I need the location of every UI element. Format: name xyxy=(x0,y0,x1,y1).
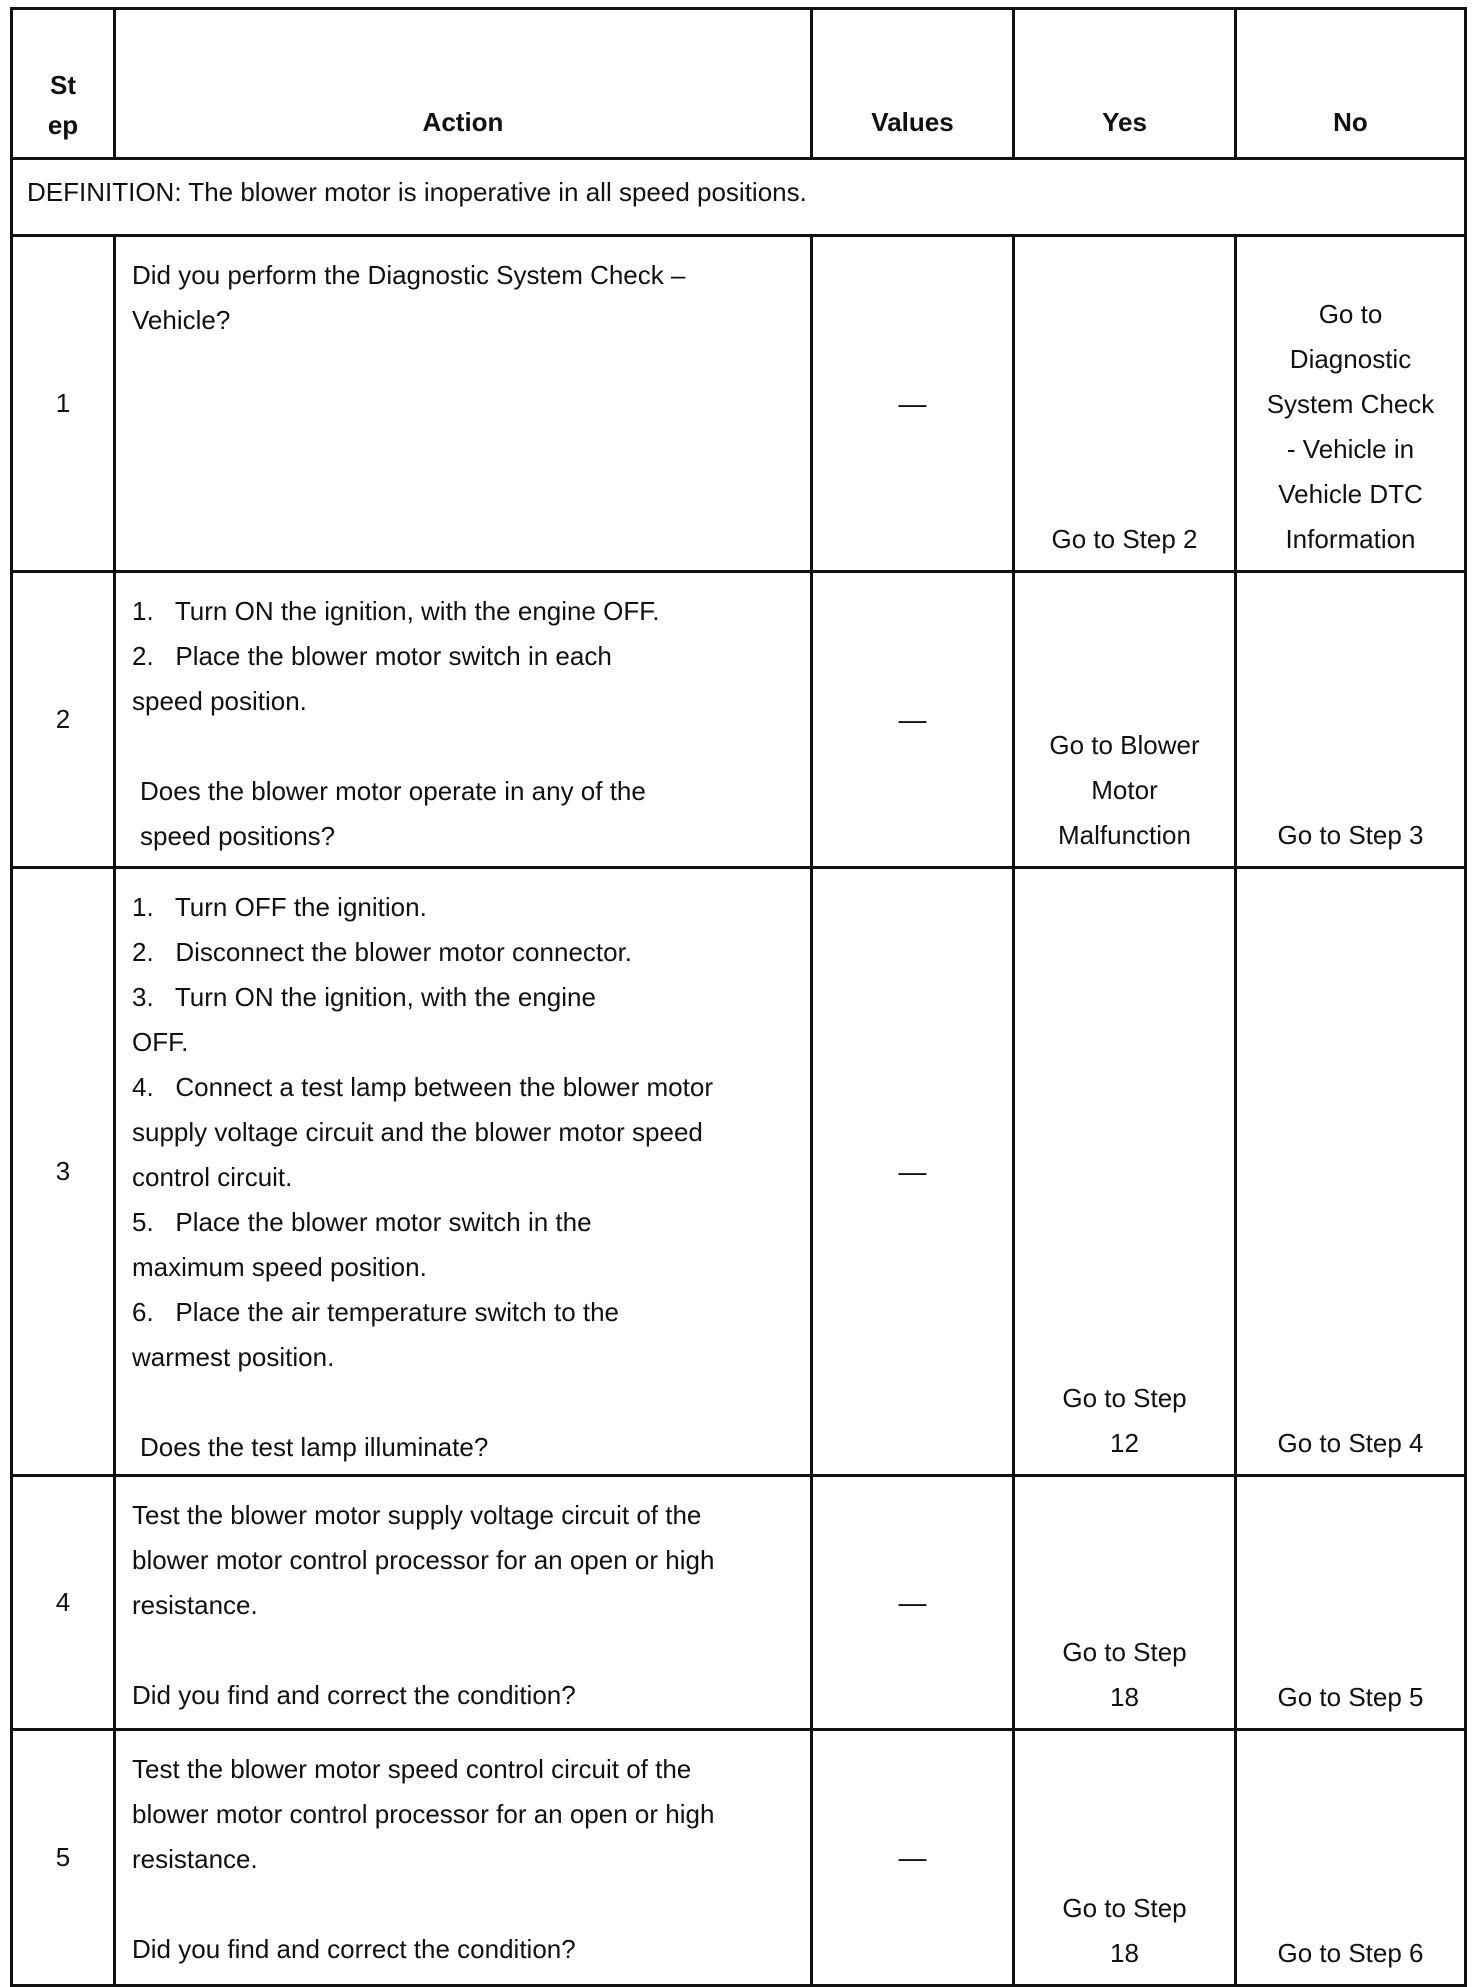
header-yes: Yes xyxy=(1014,9,1236,159)
yes-text: Go to Step 18 xyxy=(1062,1893,1187,1968)
action-item: 3. Turn ON the ignition, with the engine OFF. xyxy=(132,982,604,1057)
step-yes xyxy=(1014,1476,1236,1730)
step-action xyxy=(115,868,812,1476)
yes-text: Go to Step 18 xyxy=(1062,1637,1187,1712)
step-number: 4 xyxy=(12,1476,115,1730)
action-item: 2. Disconnect the blower motor connector. xyxy=(132,937,633,967)
action-question: Did you find and correct the condition? xyxy=(132,1934,576,1964)
step-values: — xyxy=(812,572,1014,868)
step-number: 2 xyxy=(12,572,115,868)
yes-text: Go to Blower Motor Malfunction xyxy=(1049,730,1200,850)
step-number: 5 xyxy=(12,1730,115,1986)
step-values: — xyxy=(812,868,1014,1476)
action-question: Did you find and correct the condition? xyxy=(132,1680,576,1710)
step-row-5 xyxy=(12,1730,1466,1986)
step-yes xyxy=(1014,1730,1236,1986)
definition-text: DEFINITION: The blower motor is inoperative in all speed positions. xyxy=(12,159,1466,236)
yes-text: Go to Step 12 xyxy=(1062,1383,1187,1458)
step-row-3 xyxy=(12,868,1466,1476)
header-row xyxy=(12,9,1466,159)
action-item: 6. Place the air temperature switch to the warmest position. xyxy=(132,1297,627,1372)
action-text: Did you perform the Diagnostic System Check – Vehicle? xyxy=(132,260,686,335)
step-number: 3 xyxy=(12,868,115,1476)
step-row-1 xyxy=(12,236,1466,572)
action-item: 5. Place the blower motor switch in the maximum speed position. xyxy=(132,1207,599,1282)
step-no: Go to Step 4 xyxy=(1236,868,1466,1476)
action-item: 1. Turn ON the ignition, with the engine OFF. xyxy=(132,596,660,626)
action-item: 1. Turn OFF the ignition. xyxy=(132,892,427,922)
step-yes: Go to Step 2 xyxy=(1014,236,1236,572)
step-no: Go to Step 5 xyxy=(1236,1476,1466,1730)
step-values: — xyxy=(812,1476,1014,1730)
no-text: Go to Diagnostic System Check - Vehicle in Vehicle DTC Information xyxy=(1266,299,1435,554)
diagnostic-table xyxy=(10,7,1467,1987)
step-action xyxy=(115,236,812,572)
header-values: Values xyxy=(812,9,1014,159)
header-action: Action xyxy=(115,9,812,159)
step-no xyxy=(1236,236,1466,572)
diagnostic-table-page xyxy=(10,7,1464,1968)
step-no: Go to Step 6 xyxy=(1236,1730,1466,1986)
step-action xyxy=(115,1730,812,1986)
action-item: 2. Place the blower motor switch in each speed position. xyxy=(132,641,620,716)
step-values: — xyxy=(812,1730,1014,1986)
step-no: Go to Step 3 xyxy=(1236,572,1466,868)
step-number: 1 xyxy=(12,236,115,572)
action-text: Test the blower motor speed control circuit of the blower motor control processor for an open or high resistance. xyxy=(132,1754,715,1874)
definition-row xyxy=(12,159,1466,236)
step-yes xyxy=(1014,572,1236,868)
action-text: Test the blower motor supply voltage circuit of the blower motor control processor for an open or high resistance. xyxy=(132,1500,715,1620)
step-row-4 xyxy=(12,1476,1466,1730)
header-step: St ep xyxy=(12,9,115,159)
action-question: Does the blower motor operate in any of the speed positions? xyxy=(140,776,646,851)
step-row-2 xyxy=(12,572,1466,868)
action-question: Does the test lamp illuminate? xyxy=(140,1432,489,1462)
step-values: — xyxy=(812,236,1014,572)
step-action xyxy=(115,1476,812,1730)
action-item: 4. Connect a test lamp between the blower motor supply voltage circuit and the blower motor speed control circuit. xyxy=(132,1072,721,1192)
step-action xyxy=(115,572,812,868)
header-no: No xyxy=(1236,9,1466,159)
step-yes xyxy=(1014,868,1236,1476)
